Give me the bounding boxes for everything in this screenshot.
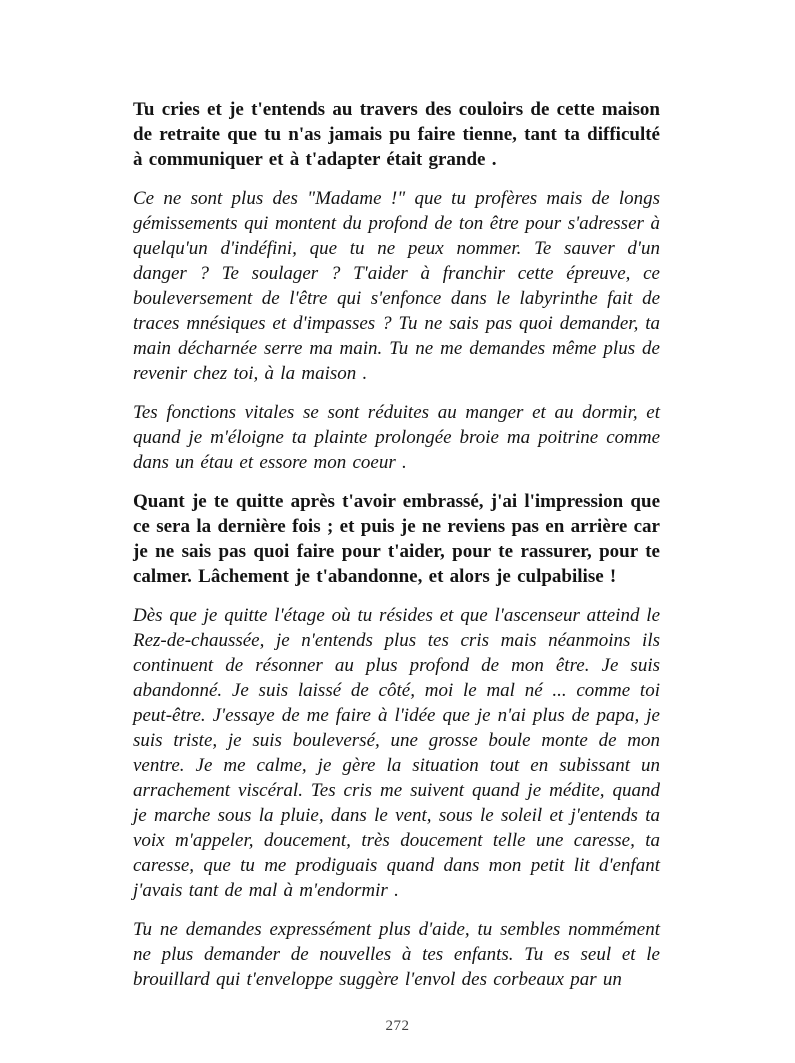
paragraph-2: Ce ne sont plus des "Madame !" que tu profères mais de longs gémissements qui montent du profond de ton être pour s'adresser à quelqu'un d'indéfini, que tu ne peux nommer. Te sauver d'un danger ? Te soulager ? T'aider à franchir cette épreuve, ce bouleversement de l'être qui s'enfonce dans le labyrinthe fait de traces mnésiques et d'impasses ? Tu ne sais pas quoi demander, ta main décharnée serre ma main. Tu ne me demandes même plus de revenir chez toi, à la maison . bbox=[133, 188, 660, 384]
paragraph-6: Tu ne demandes expressément plus d'aide, tu sembles nommément ne plus demander de nouvelles à tes enfants. Tu es seul et le brouillard qui t'enveloppe suggère l'envol des corbeaux par un bbox=[133, 919, 660, 990]
paragraph-4: Quant je te quitte après t'avoir embrassé, j'ai l'impression que ce sera la dernière fois ; et puis je ne reviens pas en arrière car je ne sais pas quoi faire pour t'aider, pour te rassurer, pour te calmer. Lâchement je t'abandonne, et alors je culpabilise ! bbox=[133, 491, 660, 587]
page-body-text bbox=[133, 97, 660, 1006]
paragraph-1: Tu cries et je t'entends au travers des couloirs de cette maison de retraite que tu n'as jamais pu faire tienne, tant ta difficulté à communiquer et à t'adapter était grande . bbox=[133, 99, 660, 170]
paragraph-3: Tes fonctions vitales se sont réduites au manger et au dormir, et quand je m'éloigne ta plainte prolongée broie ma poitrine comme dans un étau et essore mon coeur . bbox=[133, 402, 660, 473]
paragraph-5: Dès que je quitte l'étage où tu résides et que l'ascenseur atteind le Rez-de-chaussée, je n'entends plus tes cris mais néanmoins ils continuent de résonner au plus profond de mon être. Je suis abandonné. Je suis laissé de côté, moi le mal né ... comme toi peut-être. J'essaye de me faire à l'idée que je n'ai plus de papa, je suis triste, je suis bouleversé, une grosse boule monte de mon ventre. Je me calme, je gère la situation tout en subissant un arrachement viscéral. Tes cris me suivent quand je médite, quand je marche sous la pluie, dans le vent, sous le soleil et j'entends ta voix m'appeler, doucement, très doucement telle une caresse, ta caresse, que tu me prodiguais quand dans mon petit lit d'enfant j'avais tant de mal à m'endormir . bbox=[133, 605, 660, 901]
page-number: 272 bbox=[385, 1018, 410, 1034]
page-footer bbox=[0, 1017, 795, 1035]
